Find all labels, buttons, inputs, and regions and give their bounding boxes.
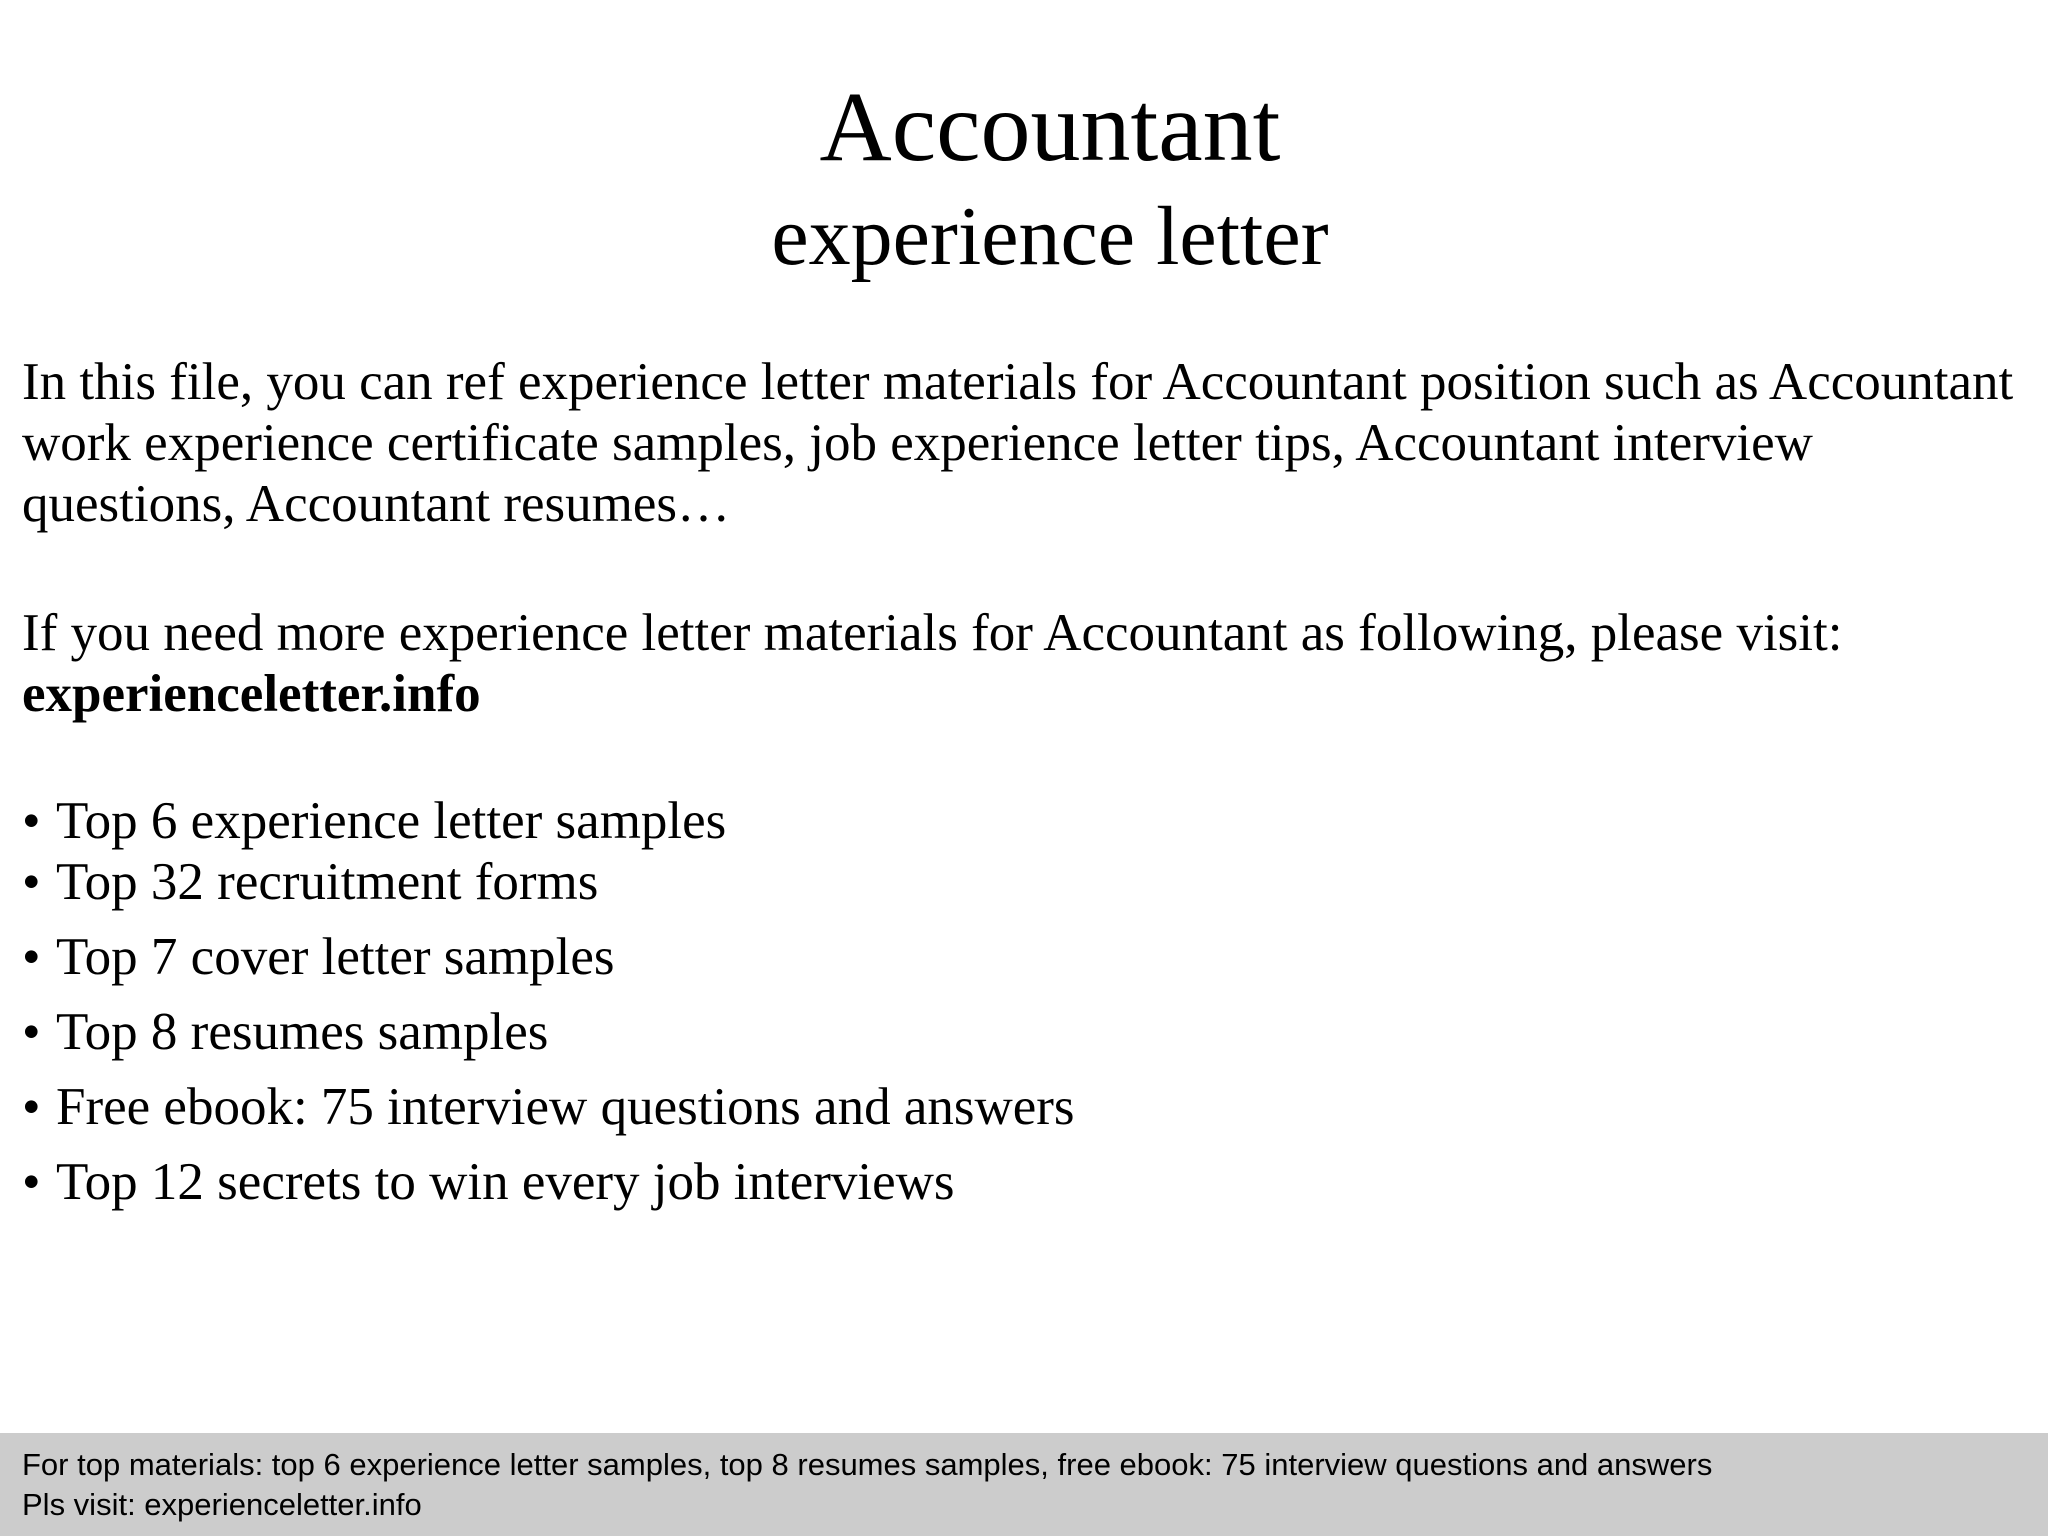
footer-banner [0, 1433, 2048, 1536]
list-item-text: Top 7 cover letter samples [56, 928, 615, 986]
bullet-icon: • [22, 1078, 41, 1136]
list-item [22, 1077, 2032, 1138]
footer-line-visit: Pls visit: experienceletter.info [22, 1487, 422, 1522]
materials-list [22, 791, 2032, 1213]
bullet-icon: • [22, 853, 41, 911]
page-title [0, 72, 2048, 292]
list-item [22, 927, 2032, 988]
list-item-text: Top 6 experience letter samples [56, 792, 727, 850]
document-body [22, 352, 2032, 1213]
list-item [22, 1152, 2032, 1213]
bullet-icon: • [22, 1153, 41, 1211]
title-subtitle: experience letter [771, 190, 1329, 283]
site-link[interactable]: experienceletter.info [22, 665, 481, 723]
list-item-text: Top 12 secrets to win every job interviews [56, 1153, 955, 1211]
footer-line-materials: For top materials: top 6 experience letter samples, top 8 resumes samples, free ebook: 75 interview questions and answers [22, 1447, 1713, 1482]
visit-paragraph [22, 603, 2032, 725]
list-item [22, 852, 2032, 913]
intro-paragraph: In this file, you can ref experience letter materials for Accountant position such as Accountant work experience certificate samples, job experience letter tips, Accountant interview questions, Accountant resumes… [22, 353, 2014, 533]
visit-text: If you need more experience letter materials for Accountant as following, please visit: [22, 604, 1843, 662]
list-item-text: Top 32 recruitment forms [56, 853, 599, 911]
list-item-text: Top 8 resumes samples [56, 1003, 549, 1061]
bullet-icon: • [22, 1003, 41, 1061]
list-item-text: Free ebook: 75 interview questions and answers [56, 1078, 1075, 1136]
title-main: Accountant [819, 71, 1281, 182]
bullet-icon: • [22, 792, 41, 850]
list-item [22, 1002, 2032, 1063]
bullet-icon: • [22, 928, 41, 986]
list-item [22, 791, 2032, 852]
